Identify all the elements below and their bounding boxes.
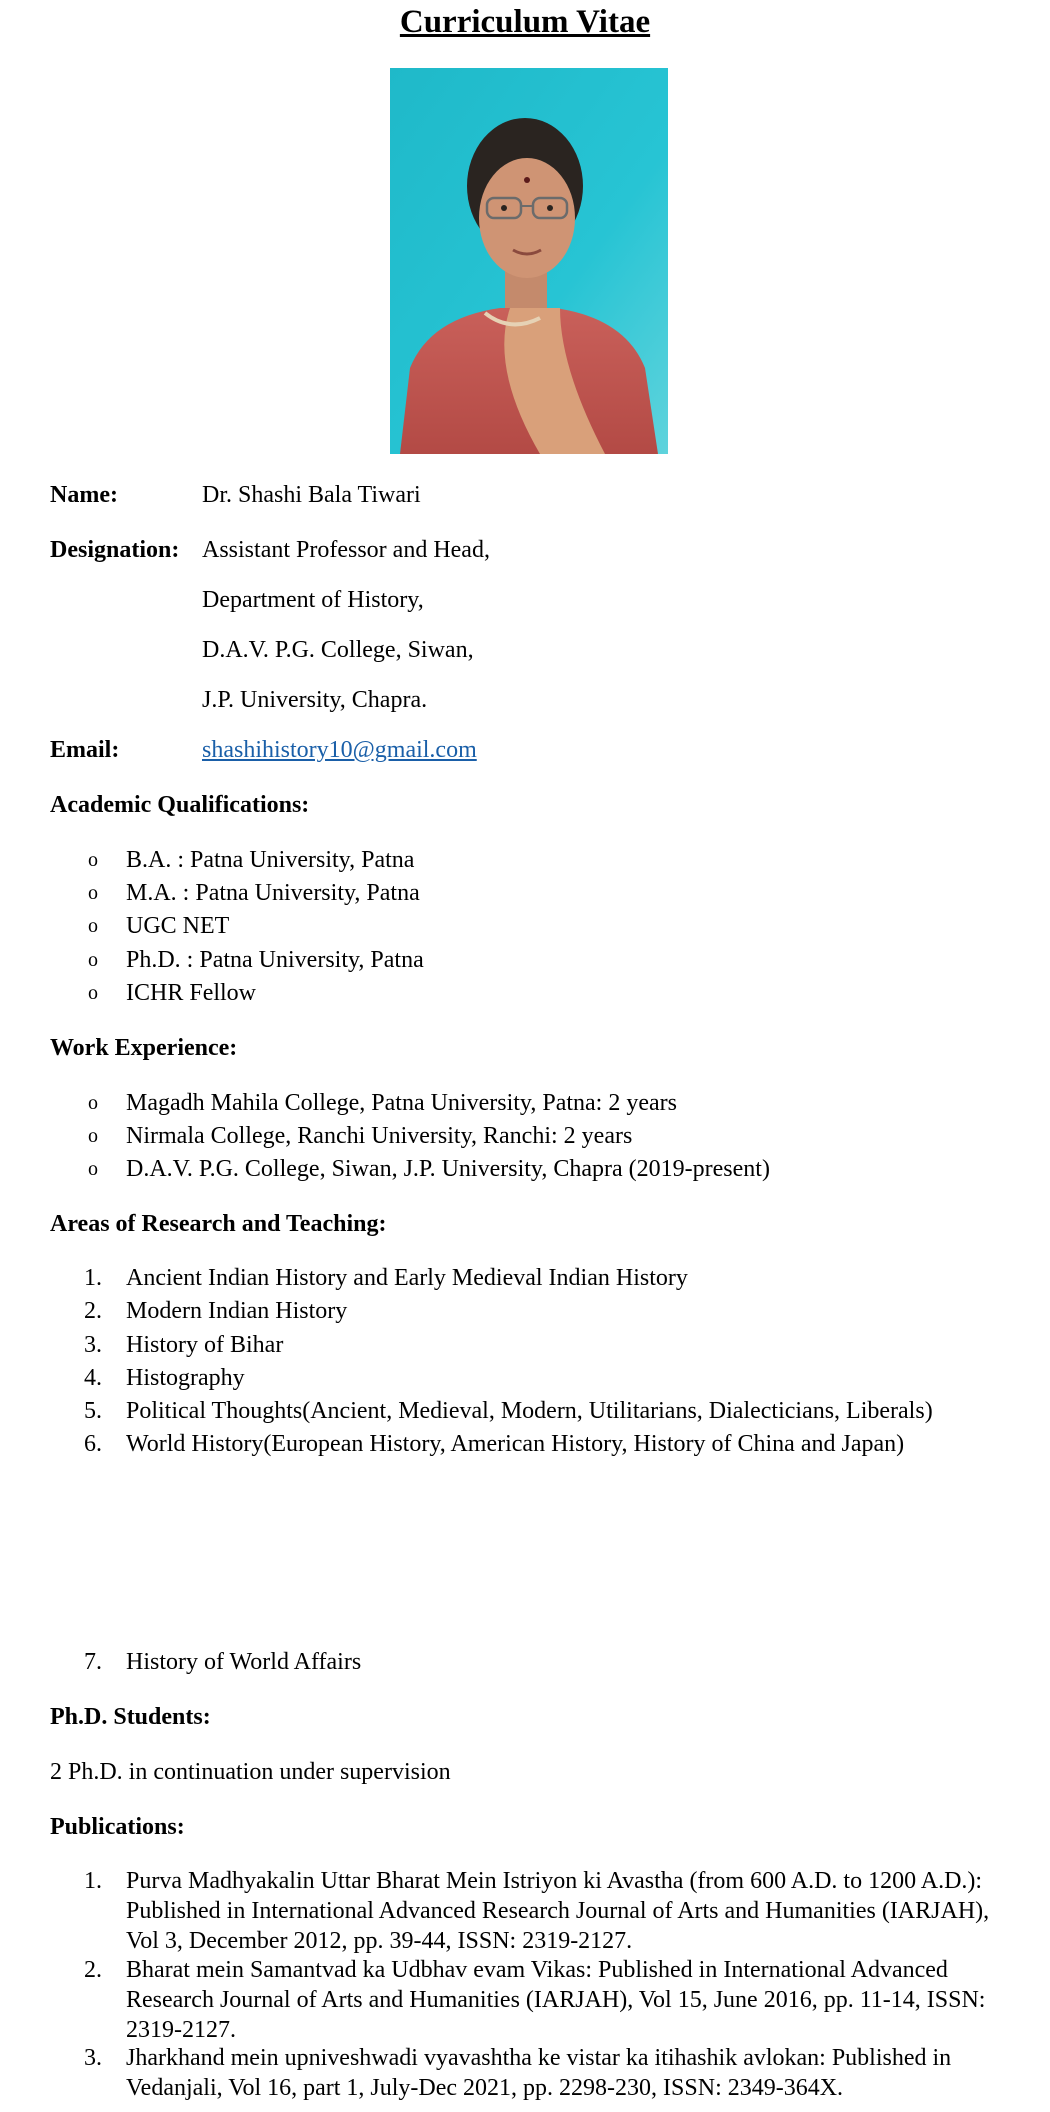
bullet-icon: o — [88, 982, 98, 1004]
designation-label: Designation: — [50, 537, 180, 563]
bullet-icon: o — [88, 849, 98, 871]
designation-line: Department of History, — [202, 587, 424, 613]
page-title: Curriculum Vitae — [399, 4, 651, 40]
profile-photo — [390, 68, 668, 454]
qualifications-heading: Academic Qualifications: — [50, 792, 310, 818]
name-label: Name: — [50, 482, 118, 508]
bullet-icon: o — [88, 1125, 98, 1147]
phd-text: 2 Ph.D. in continuation under supervision — [50, 1759, 451, 1785]
bullet-icon: o — [88, 949, 98, 971]
publications-heading: Publications: — [50, 1814, 185, 1840]
phd-heading: Ph.D. Students: — [50, 1704, 211, 1730]
research-heading: Areas of Research and Teaching: — [50, 1211, 387, 1237]
designation-line: Assistant Professor and Head, — [202, 537, 490, 563]
designation-line: J.P. University, Chapra. — [202, 687, 428, 713]
email-label: Email: — [50, 737, 120, 763]
bullet-icon: o — [88, 1092, 98, 1114]
bullet-icon: o — [88, 882, 98, 904]
bullet-icon: o — [88, 915, 98, 937]
email-link[interactable]: shashihistory10@gmail.com — [202, 737, 477, 763]
bullet-icon: o — [88, 1158, 98, 1180]
experience-heading: Work Experience: — [50, 1035, 238, 1061]
name-value: Dr. Shashi Bala Tiwari — [202, 482, 421, 508]
designation-line: D.A.V. P.G. College, Siwan, — [202, 637, 474, 663]
